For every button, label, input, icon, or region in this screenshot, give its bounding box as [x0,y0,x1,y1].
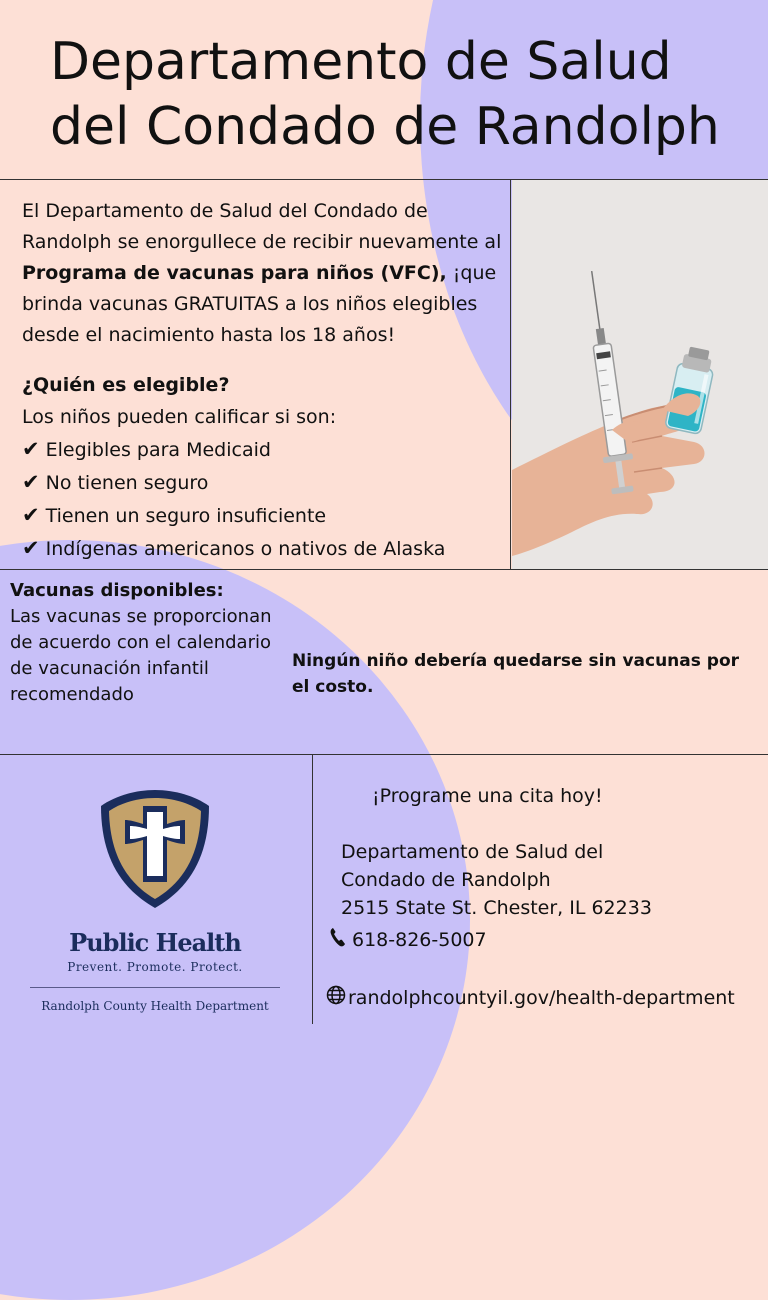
eligibility-item-label: Indígenas americanos o nativos de Alaska [45,538,446,560]
phone-icon [330,927,346,952]
checkmark-icon: ✔ [22,503,40,527]
globe-icon [326,985,346,1010]
logo-tagline: Prevent. Promote. Protect. [67,960,243,974]
program-name: Programa de vacunas para niños (VFC), [22,262,447,284]
list-item [22,466,507,499]
address-line: Condado de Randolph [341,869,551,891]
syringe-vial-illustration [512,180,768,569]
website-link[interactable] [326,985,735,1010]
list-item [22,532,507,565]
appointment-cta: ¡Programe una cita hoy! [372,785,603,807]
vaccine-photo [512,180,768,569]
eligibility-subheading: Los niños pueden calificar si son: [22,406,337,428]
logo-department: Randolph County Health Department [41,999,269,1013]
intro-text-after: ¡que brinda vacunas GRATUITAS a los niños elegibles desde el nacimiento hasta los 18 años! [22,262,497,346]
divider-photo [510,179,511,569]
eligibility-heading: ¿Quién es elegible? [22,374,230,396]
address-block [341,838,652,922]
checkmark-icon: ✔ [22,470,40,494]
page-title-line-2: del Condado de Randolph [50,97,720,157]
divider-lower [0,754,768,755]
intro-text-before: El Departamento de Salud del Condado de Randolph se enorgullece de recibir nuevamente al [22,200,502,253]
checkmark-icon: ✔ [22,536,40,560]
eligibility-item-label: No tienen seguro [45,472,209,494]
divider-footer [312,754,313,1024]
logo-name: Public Health [69,928,241,957]
address-line: Departamento de Salud del [341,841,604,863]
page-title-line-1: Departamento de Salud [50,32,672,92]
list-item [22,499,507,532]
eligibility-item-label: Tienen un seguro insuficiente [45,505,327,527]
phone-number[interactable]: 618-826-5007 [352,928,487,951]
website-url[interactable]: randolphcountyil.gov/health-department [348,986,735,1009]
eligibility-list [22,433,507,565]
shield-icon [95,786,215,912]
list-item [22,433,507,466]
phone-contact[interactable] [330,927,487,952]
eligibility-section [22,369,507,565]
checkmark-icon: ✔ [22,437,40,461]
address-line: 2515 State St. Chester, IL 62233 [341,897,652,919]
public-health-shield-logo [95,786,215,916]
logo-divider [30,987,280,988]
eligibility-item-label: Elegibles para Medicaid [45,439,271,461]
divider-middle [0,569,768,570]
vaccines-heading: Vacunas disponibles: [10,580,224,601]
vaccines-section [10,578,272,708]
intro-paragraph [22,196,507,351]
vaccines-text: Las vacunas se proporcionan de acuerdo con el calendario de vacunación infantil recomendado [10,606,272,705]
page-title [50,30,720,160]
cost-statement: Ningún niño debería quedarse sin vacunas por el costo. [292,651,740,697]
